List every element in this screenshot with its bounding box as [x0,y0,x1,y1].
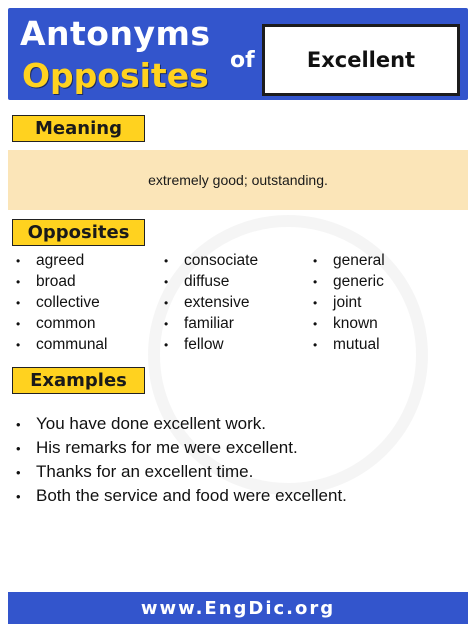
bullet: • [313,317,318,331]
example-sentence [16,412,347,436]
opposites-label: Opposites [12,219,145,246]
list-item [164,313,258,334]
opposite-word: extensive [184,294,250,311]
title-antonyms: Antonyms [20,14,211,53]
opposite-word: communal [36,336,108,353]
opposite-word: broad [36,273,76,290]
list-item [313,334,385,355]
bullet: • [164,254,169,268]
example-text: Thanks for an excellent time. [36,462,254,481]
bullet: • [164,338,169,352]
opposite-word: common [36,315,96,332]
opposite-word: collective [36,294,100,311]
title-of: of [230,48,255,73]
bullet: • [16,465,21,480]
bullet: • [16,254,21,268]
bullet: • [16,296,21,310]
bullet: • [16,489,21,504]
bullet: • [16,275,21,289]
header-banner [8,8,468,100]
examples-list [16,412,347,508]
opposite-word: fellow [184,336,224,353]
bullet: • [313,275,318,289]
meaning-label: Meaning [12,115,145,142]
list-item [164,250,258,271]
examples-label: Examples [12,367,145,394]
list-item [16,292,108,313]
list-item [313,250,385,271]
list-item [164,334,258,355]
bullet: • [313,254,318,268]
opposite-word: diffuse [184,273,230,290]
headword-box: Excellent [262,24,460,96]
bullet: • [16,417,21,432]
list-item [16,334,108,355]
list-item [164,292,258,313]
bullet: • [313,338,318,352]
opposites-column-3 [313,250,385,355]
bullet: • [16,441,21,456]
example-text: You have done excellent work. [36,414,266,433]
example-sentence [16,460,347,484]
title-opposites: Opposites [22,56,209,95]
example-text: His remarks for me were excellent. [36,438,298,457]
list-item [16,313,108,334]
opposite-word: general [333,252,385,269]
bullet: • [16,338,21,352]
example-sentence [16,436,347,460]
list-item [313,271,385,292]
meaning-text: extremely good; outstanding. [8,150,468,210]
opposite-word: joint [333,294,362,311]
bullet: • [164,317,169,331]
list-item [164,271,258,292]
example-text: Both the service and food were excellent. [36,486,347,505]
opposite-word: generic [333,273,384,290]
opposites-column-1 [16,250,108,355]
bullet: • [164,296,169,310]
opposite-word: known [333,315,378,332]
list-item [16,250,108,271]
bullet: • [313,296,318,310]
list-item [313,292,385,313]
list-item [313,313,385,334]
list-item [16,271,108,292]
example-sentence [16,484,347,508]
bullet: • [16,317,21,331]
opposite-word: mutual [333,336,380,353]
footer-url: www.EngDic.org [8,592,468,624]
opposite-word: consociate [184,252,259,269]
opposite-word: familiar [184,315,234,332]
opposites-column-2 [164,250,258,355]
bullet: • [164,275,169,289]
opposite-word: agreed [36,252,85,269]
